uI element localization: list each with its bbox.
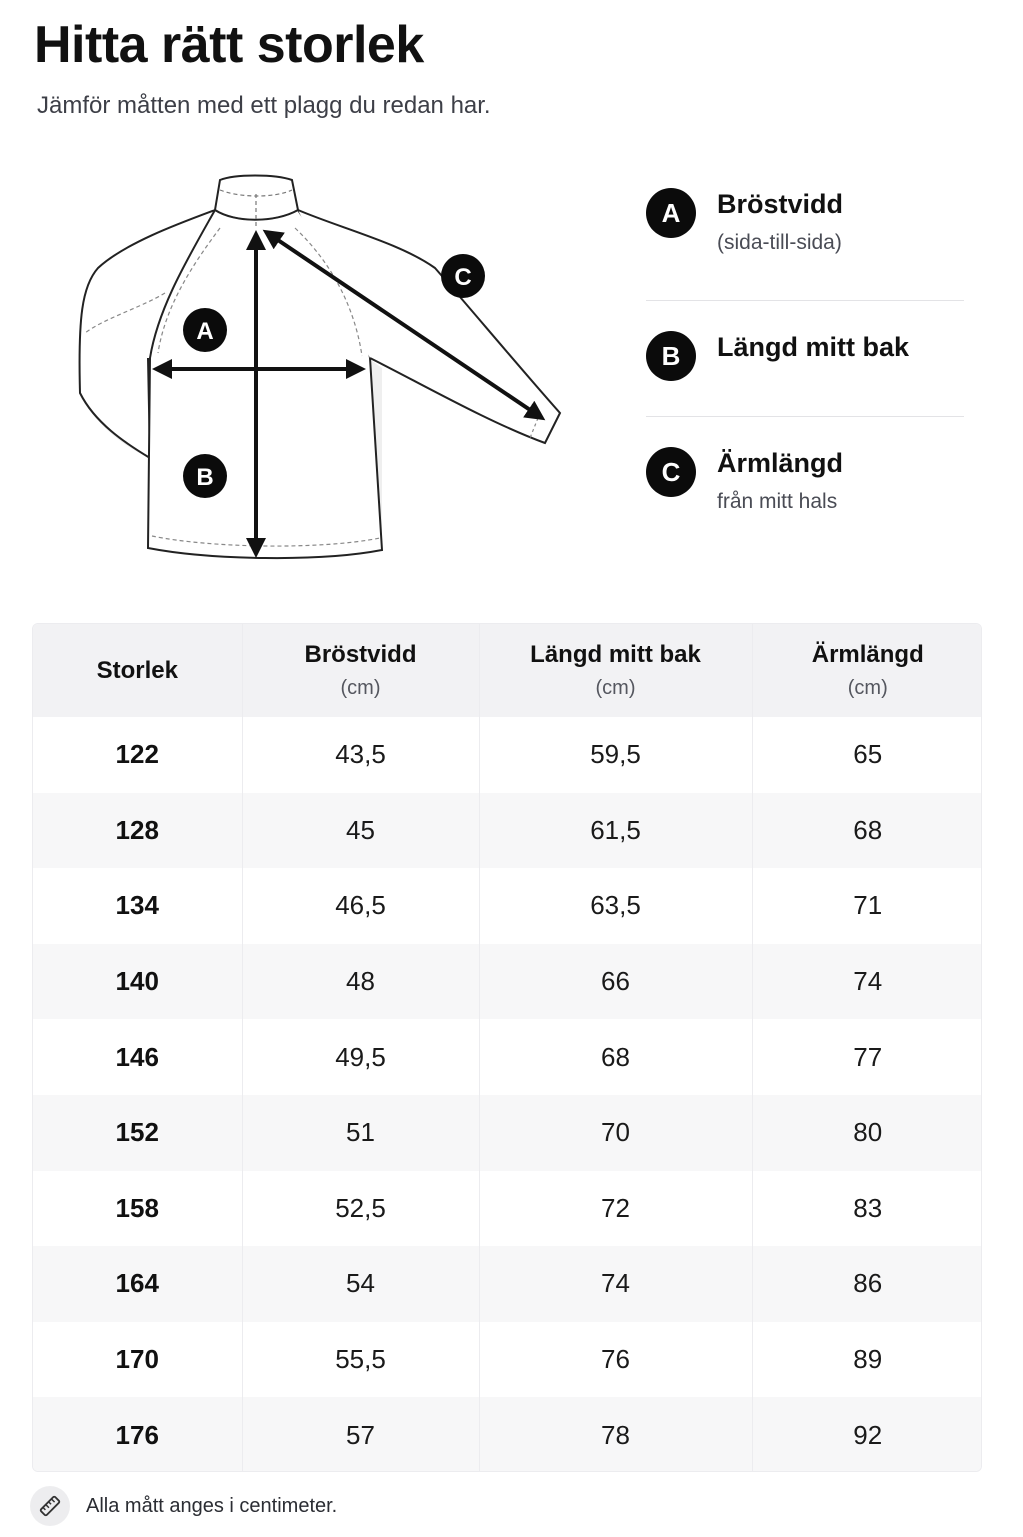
cell-back-length: 78 bbox=[479, 1397, 752, 1472]
column-header-unit: (cm) bbox=[340, 677, 381, 699]
cell-sleeve-length: 77 bbox=[752, 1019, 982, 1095]
column-header-sleeve-length bbox=[752, 624, 982, 717]
legend-label-b: Längd mitt bak bbox=[717, 332, 910, 362]
table-header-row bbox=[33, 624, 982, 717]
table-row bbox=[33, 1171, 982, 1247]
cell-back-length: 59,5 bbox=[479, 717, 752, 793]
legend-label-a: Bröstvidd bbox=[717, 189, 844, 219]
cell-size: 140 bbox=[115, 966, 159, 997]
column-header-chest bbox=[242, 624, 479, 717]
table-row bbox=[33, 717, 982, 793]
cell-sleeve-length: 86 bbox=[752, 1246, 982, 1322]
legend-badge-c: C bbox=[646, 447, 696, 497]
table-row bbox=[33, 793, 982, 869]
cell-sleeve-length: 92 bbox=[752, 1397, 982, 1472]
cell-back-length: 61,5 bbox=[479, 793, 752, 869]
cell-chest: 52,5 bbox=[242, 1171, 479, 1247]
cell-back-length: 70 bbox=[479, 1095, 752, 1171]
table-row bbox=[33, 1095, 982, 1171]
cell-chest: 48 bbox=[242, 944, 479, 1020]
cell-size: 128 bbox=[115, 814, 159, 845]
cell-sleeve-length: 65 bbox=[752, 717, 982, 793]
marker-c bbox=[441, 254, 485, 298]
cell-sleeve-length: 74 bbox=[752, 944, 982, 1020]
cell-sleeve-length: 83 bbox=[752, 1171, 982, 1247]
cell-chest: 45 bbox=[242, 793, 479, 869]
legend-item-a bbox=[646, 186, 964, 300]
cell-back-length: 68 bbox=[479, 1019, 752, 1095]
cell-size: 176 bbox=[115, 1419, 159, 1450]
legend-badge-b: B bbox=[646, 331, 696, 381]
ruler-icon bbox=[30, 1486, 70, 1526]
cell-sleeve-length: 71 bbox=[752, 868, 982, 944]
svg-text:B: B bbox=[196, 464, 214, 491]
jacket-measurement-illustration bbox=[70, 168, 570, 568]
table-row bbox=[33, 1019, 982, 1095]
footer-note-text: Alla mått anges i centimeter. bbox=[86, 1494, 338, 1517]
size-table-card bbox=[32, 623, 982, 1472]
cell-size: 152 bbox=[115, 1117, 159, 1148]
cell-back-length: 66 bbox=[479, 944, 752, 1020]
legend-badge-a: A bbox=[646, 188, 696, 238]
column-header-label: Storlek bbox=[96, 656, 178, 684]
table-row bbox=[33, 868, 982, 944]
column-header-unit: (cm) bbox=[595, 677, 636, 699]
table-row bbox=[33, 944, 982, 1020]
column-header-back-length bbox=[479, 624, 752, 717]
column-header-label: Längd mitt bak bbox=[530, 641, 701, 668]
column-header-label: Bröstvidd bbox=[304, 641, 417, 668]
marker-a bbox=[183, 308, 227, 352]
column-header-label: Ärmlängd bbox=[811, 641, 924, 668]
cell-sleeve-length: 89 bbox=[752, 1322, 982, 1398]
cell-chest: 51 bbox=[242, 1095, 479, 1171]
marker-b bbox=[183, 454, 227, 498]
table-row bbox=[33, 1322, 982, 1398]
legend-item-b bbox=[646, 301, 964, 416]
cell-chest: 49,5 bbox=[242, 1019, 479, 1095]
page-subtitle: Jämför måtten med ett plagg du redan har. bbox=[37, 92, 491, 119]
cell-back-length: 72 bbox=[479, 1171, 752, 1247]
cell-back-length: 76 bbox=[479, 1322, 752, 1398]
size-table bbox=[33, 624, 982, 1472]
legend-label-c: Ärmlängd bbox=[717, 448, 844, 478]
cell-size: 122 bbox=[115, 739, 159, 770]
cell-chest: 57 bbox=[242, 1397, 479, 1472]
cell-chest: 43,5 bbox=[242, 717, 479, 793]
measurement-legend bbox=[646, 186, 964, 515]
cell-size: 146 bbox=[115, 1041, 159, 1072]
cell-chest: 46,5 bbox=[242, 868, 479, 944]
cell-size: 164 bbox=[115, 1268, 159, 1299]
cell-back-length: 63,5 bbox=[479, 868, 752, 944]
cell-chest: 54 bbox=[242, 1246, 479, 1322]
cell-chest: 55,5 bbox=[242, 1322, 479, 1398]
svg-text:C: C bbox=[454, 264, 472, 291]
cell-size: 134 bbox=[115, 890, 159, 921]
svg-text:A: A bbox=[196, 318, 214, 345]
table-row bbox=[33, 1246, 982, 1322]
cell-size: 158 bbox=[115, 1192, 159, 1223]
cell-sleeve-length: 80 bbox=[752, 1095, 982, 1171]
cell-back-length: 74 bbox=[479, 1246, 752, 1322]
legend-sub-a: (sida-till-sida) bbox=[717, 231, 842, 254]
legend-sub-c: från mitt hals bbox=[717, 490, 838, 513]
column-header-size bbox=[33, 624, 242, 717]
footer-note bbox=[30, 1486, 337, 1526]
page-title: Hitta rätt storlek bbox=[34, 16, 424, 74]
column-header-unit: (cm) bbox=[847, 677, 888, 699]
cell-size: 170 bbox=[115, 1344, 159, 1375]
legend-item-c bbox=[646, 417, 964, 515]
cell-sleeve-length: 68 bbox=[752, 793, 982, 869]
table-row bbox=[33, 1397, 982, 1472]
